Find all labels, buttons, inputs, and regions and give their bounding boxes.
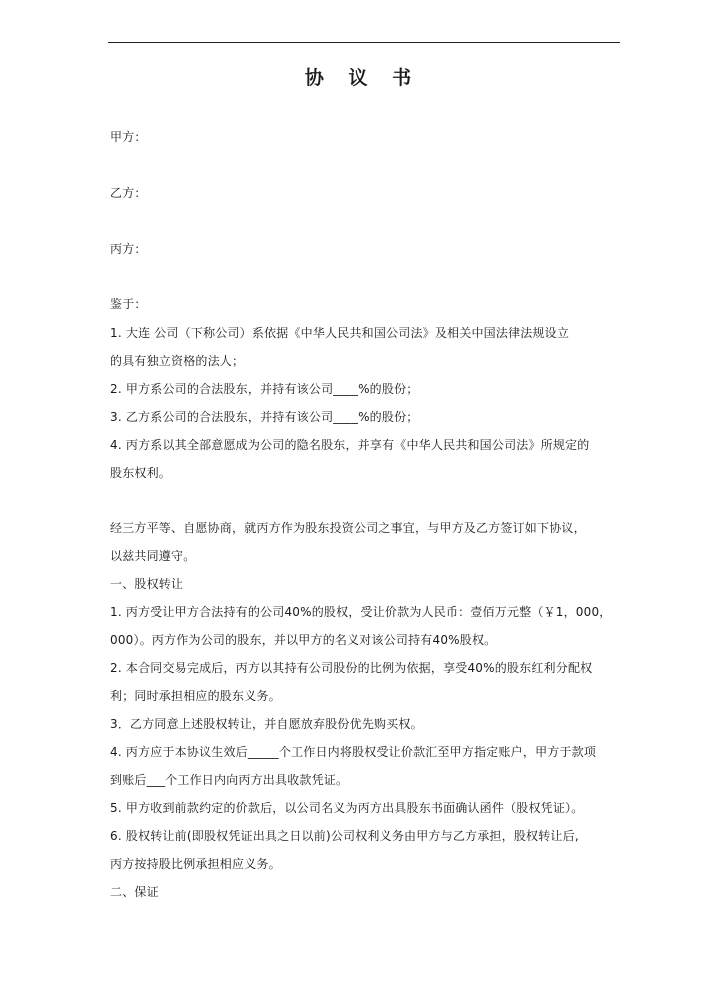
party-b-label: 乙方： xyxy=(110,186,147,200)
paragraph-line: 3. 乙方系公司的合法股东，并持有该公司____%的股份； xyxy=(110,410,419,424)
paragraph-line: 4. 丙方系以其全部意愿成为公司的隐名股东，并享有《中华人民共和国公司法》所规定的 xyxy=(110,438,590,452)
whereas-heading: 鉴于： xyxy=(110,297,147,311)
document-title: 协 议 书 xyxy=(304,67,421,89)
paragraph-line: 经三方平等、自愿协商，就丙方作为股东投资公司之事宜，与甲方及乙方签订如下协议， xyxy=(110,521,586,535)
paragraph-line: 6. 股权转让前(即股权凭证出具之日以前)公司权利义务由甲方与乙方承担，股权转让后, xyxy=(110,829,579,843)
paragraph-line: 到账后___个工作日内向丙方出具收款凭证。 xyxy=(110,773,349,787)
paragraph-line: 5. 甲方收到前款约定的价款后，以公司名义为丙方出具股东书面确认函件（股权凭证）。 xyxy=(110,801,584,815)
paragraph-line: 利；同时承担相应的股东义务。 xyxy=(110,689,281,703)
header-rule xyxy=(108,42,620,43)
paragraph-line: 1. 大连 公司（下称公司）系依据《中华人民共和国公司法》及相关中国法律法规设立 xyxy=(110,326,570,340)
paragraph-line: 股东权利。 xyxy=(110,466,172,480)
paragraph-line: 3．乙方同意上述股权转让，并自愿放弃股份优先购买权。 xyxy=(110,717,423,731)
paragraph-line: 2. 甲方系公司的合法股东，并持有该公司____%的股份； xyxy=(110,382,419,396)
paragraph-line: 的具有独立资格的法人； xyxy=(110,354,245,368)
paragraph-line: 000）。丙方作为公司的股东，并以甲方的名义对该公司持有40%股权。 xyxy=(110,633,497,647)
paragraph-line: 2. 本合同交易完成后，丙方以其持有公司股份的比例为依据，享受40%的股东红利分配权 xyxy=(110,661,593,675)
section-heading-guarantee: 二、保证 xyxy=(110,885,159,899)
paragraph-line: 丙方按持股比例承担相应义务。 xyxy=(110,857,281,871)
paragraph-line: 4. 丙方应于本协议生效后_____个工作日内将股权受让价款汇至甲方指定账户，甲方于款项 xyxy=(110,745,597,759)
paragraph-line: 以兹共同遵守。 xyxy=(110,549,196,563)
paragraph-line: 1. 丙方受让甲方合法持有的公司40%的股权，受让价款为人民币：壹佰万元整（￥1，000， xyxy=(110,605,612,619)
section-heading-equity-transfer: 一、股权转让 xyxy=(110,577,184,591)
party-c-label: 丙方： xyxy=(110,242,147,256)
party-a-label: 甲方： xyxy=(110,130,147,144)
